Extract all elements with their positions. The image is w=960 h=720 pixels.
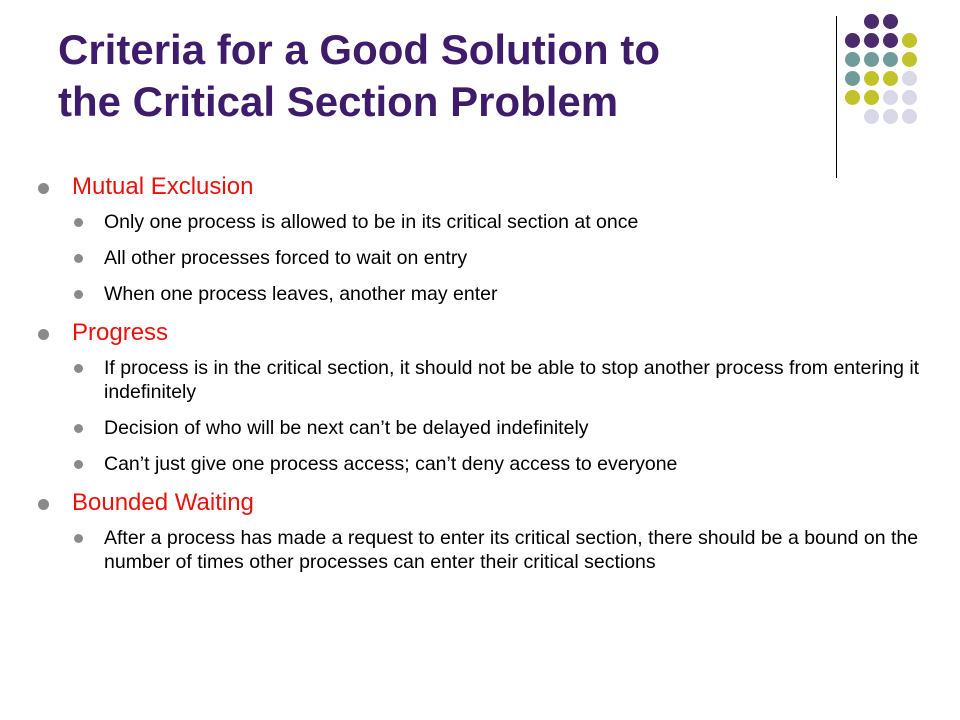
bullet-item: Only one process is allowed to be in its critical section at once <box>36 210 926 234</box>
bullet-item: When one process leaves, another may enter <box>36 282 926 306</box>
decorative-dot-grid <box>845 14 921 128</box>
section-bounded-waiting <box>36 488 926 574</box>
section-progress <box>36 318 926 476</box>
decorative-dot <box>845 71 860 86</box>
title-line-1: Criteria for a Good Solution to <box>58 26 660 73</box>
decorative-dot <box>902 52 917 67</box>
decorative-dot <box>883 14 898 29</box>
decorative-dot <box>864 90 879 105</box>
slide-body <box>36 172 926 586</box>
decorative-dot <box>845 90 860 105</box>
decorative-dot <box>864 109 879 124</box>
section-heading: Mutual Exclusion <box>36 172 926 202</box>
bullet-item: All other processes forced to wait on entry <box>36 246 926 270</box>
decorative-dot <box>883 71 898 86</box>
bullet-item: Decision of who will be next can’t be delayed indefinitely <box>36 416 926 440</box>
decorative-dot <box>883 109 898 124</box>
bullet-item: If process is in the critical section, it should not be able to stop another process from entering it indefinitely <box>36 356 926 404</box>
section-heading: Bounded Waiting <box>36 488 926 518</box>
section-mutual-exclusion <box>36 172 926 306</box>
decorative-dot <box>902 90 917 105</box>
decorative-dot <box>883 33 898 48</box>
decorative-dot <box>845 52 860 67</box>
decorative-dot <box>902 109 917 124</box>
decorative-dot <box>883 90 898 105</box>
decorative-dot <box>864 52 879 67</box>
dot-spacer <box>845 14 860 29</box>
dot-spacer <box>902 14 917 29</box>
title-line-2: the Critical Section Problem <box>58 78 619 125</box>
section-heading: Progress <box>36 318 926 348</box>
decorative-dot <box>845 33 860 48</box>
decorative-dot <box>883 52 898 67</box>
decorative-dot <box>864 14 879 29</box>
decorative-dot <box>864 33 879 48</box>
dot-spacer <box>845 109 860 124</box>
decorative-dot <box>902 33 917 48</box>
decorative-dot <box>864 71 879 86</box>
header-divider <box>836 16 837 178</box>
bullet-item: Can’t just give one process access; can’t deny access to everyone <box>36 452 926 476</box>
slide-title <box>58 24 818 128</box>
bullet-item: After a process has made a request to enter its critical section, there should be a bound on the number of times other processes can enter their critical sections <box>36 526 926 574</box>
decorative-dot <box>902 71 917 86</box>
